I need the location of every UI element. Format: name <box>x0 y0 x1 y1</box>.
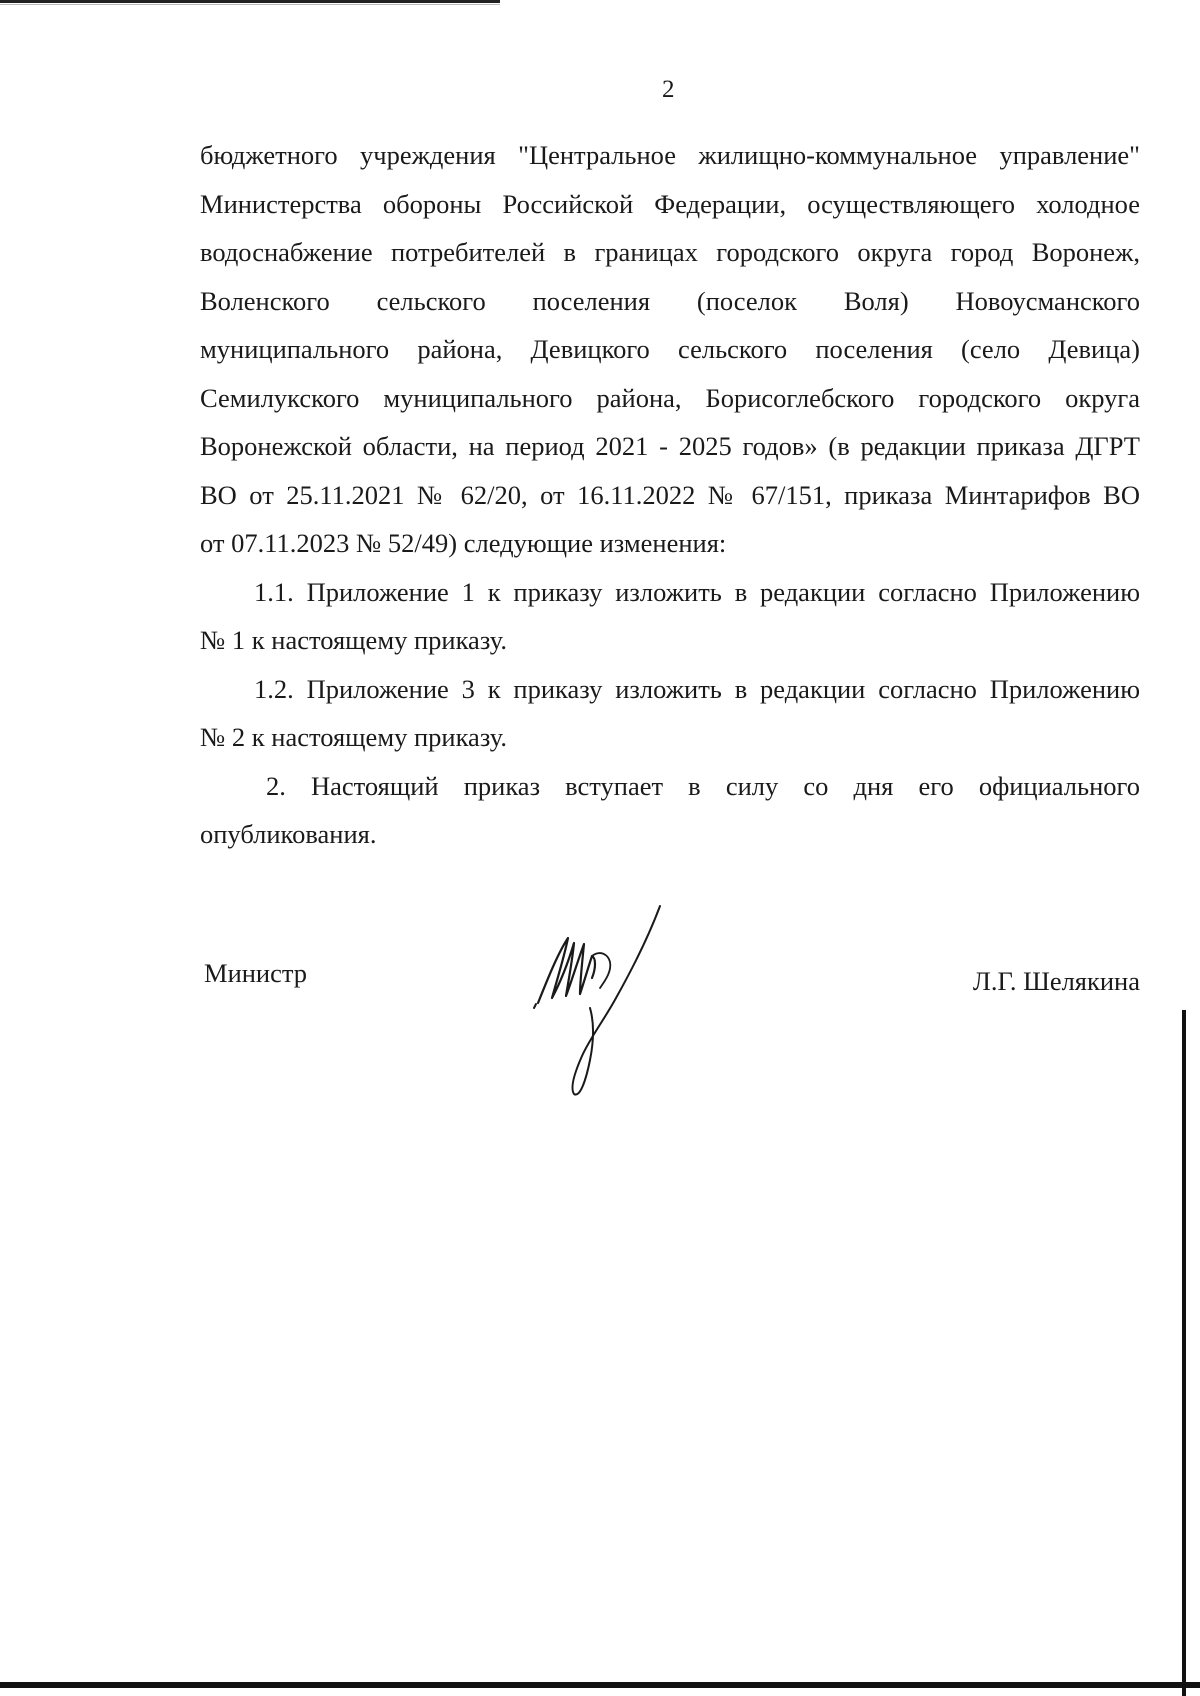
text-line: опубликования. <box>200 819 377 849</box>
text-line: бюджетного учреждения "Центральное жилищно-коммунальное управление" <box>200 140 1140 170</box>
signature-block <box>200 958 1140 1098</box>
text-line: Воронежской области, на период 2021 - 2025 годов» (в редакции приказа ДГРТ <box>200 431 1140 461</box>
text-line: № 2 к настоящему приказу. <box>200 722 507 752</box>
item-1-1 <box>200 568 1140 665</box>
text-line: Воленского сельского поселения (поселок Воля) Новоусманского <box>200 285 1140 316</box>
text-line: водоснабжение потребителей в границах городского округа город Воронеж, <box>200 237 1140 267</box>
text-line: № 1 к настоящему приказу. <box>200 625 507 655</box>
text-line: Министерства обороны Российской Федерации, осуществляющего холодное <box>200 188 1140 219</box>
page-number: 2 <box>662 76 675 103</box>
scan-border-top <box>0 0 500 3</box>
text-line: муниципального района, Девицкого сельского поселения (село Девица) <box>200 334 1140 364</box>
text-line: от 07.11.2023 № 52/49) следующие изменения: <box>200 528 727 558</box>
text-line: 2. Настоящий приказ вступает в силу со дня его официального <box>266 770 1140 801</box>
scan-border-top-faint <box>0 4 500 5</box>
scan-border-right <box>1182 1010 1186 1696</box>
paragraph-changes-intro <box>200 131 1140 568</box>
item-1-2 <box>200 665 1140 762</box>
item-2 <box>200 762 1140 859</box>
text-line: ВО от 25.11.2021 № 62/20, от 16.11.2022 № 67/151, приказа Минтарифов ВО <box>200 479 1140 510</box>
signatory-role: Министр <box>204 958 308 988</box>
handwritten-signature <box>530 898 680 1098</box>
text-line: 1.1. Приложение 1 к приказу изложить в редакции согласно Приложению <box>254 576 1140 607</box>
text-line: 1.2. Приложение 3 к приказу изложить в редакции согласно Приложению <box>254 673 1140 704</box>
text-line: Семилукского муниципального района, Борисоглебского городского округа <box>200 382 1140 413</box>
scan-border-bottom <box>0 1682 1200 1688</box>
signatory-name: Л.Г. Шелякина <box>972 966 1140 996</box>
document-body <box>200 131 1140 859</box>
